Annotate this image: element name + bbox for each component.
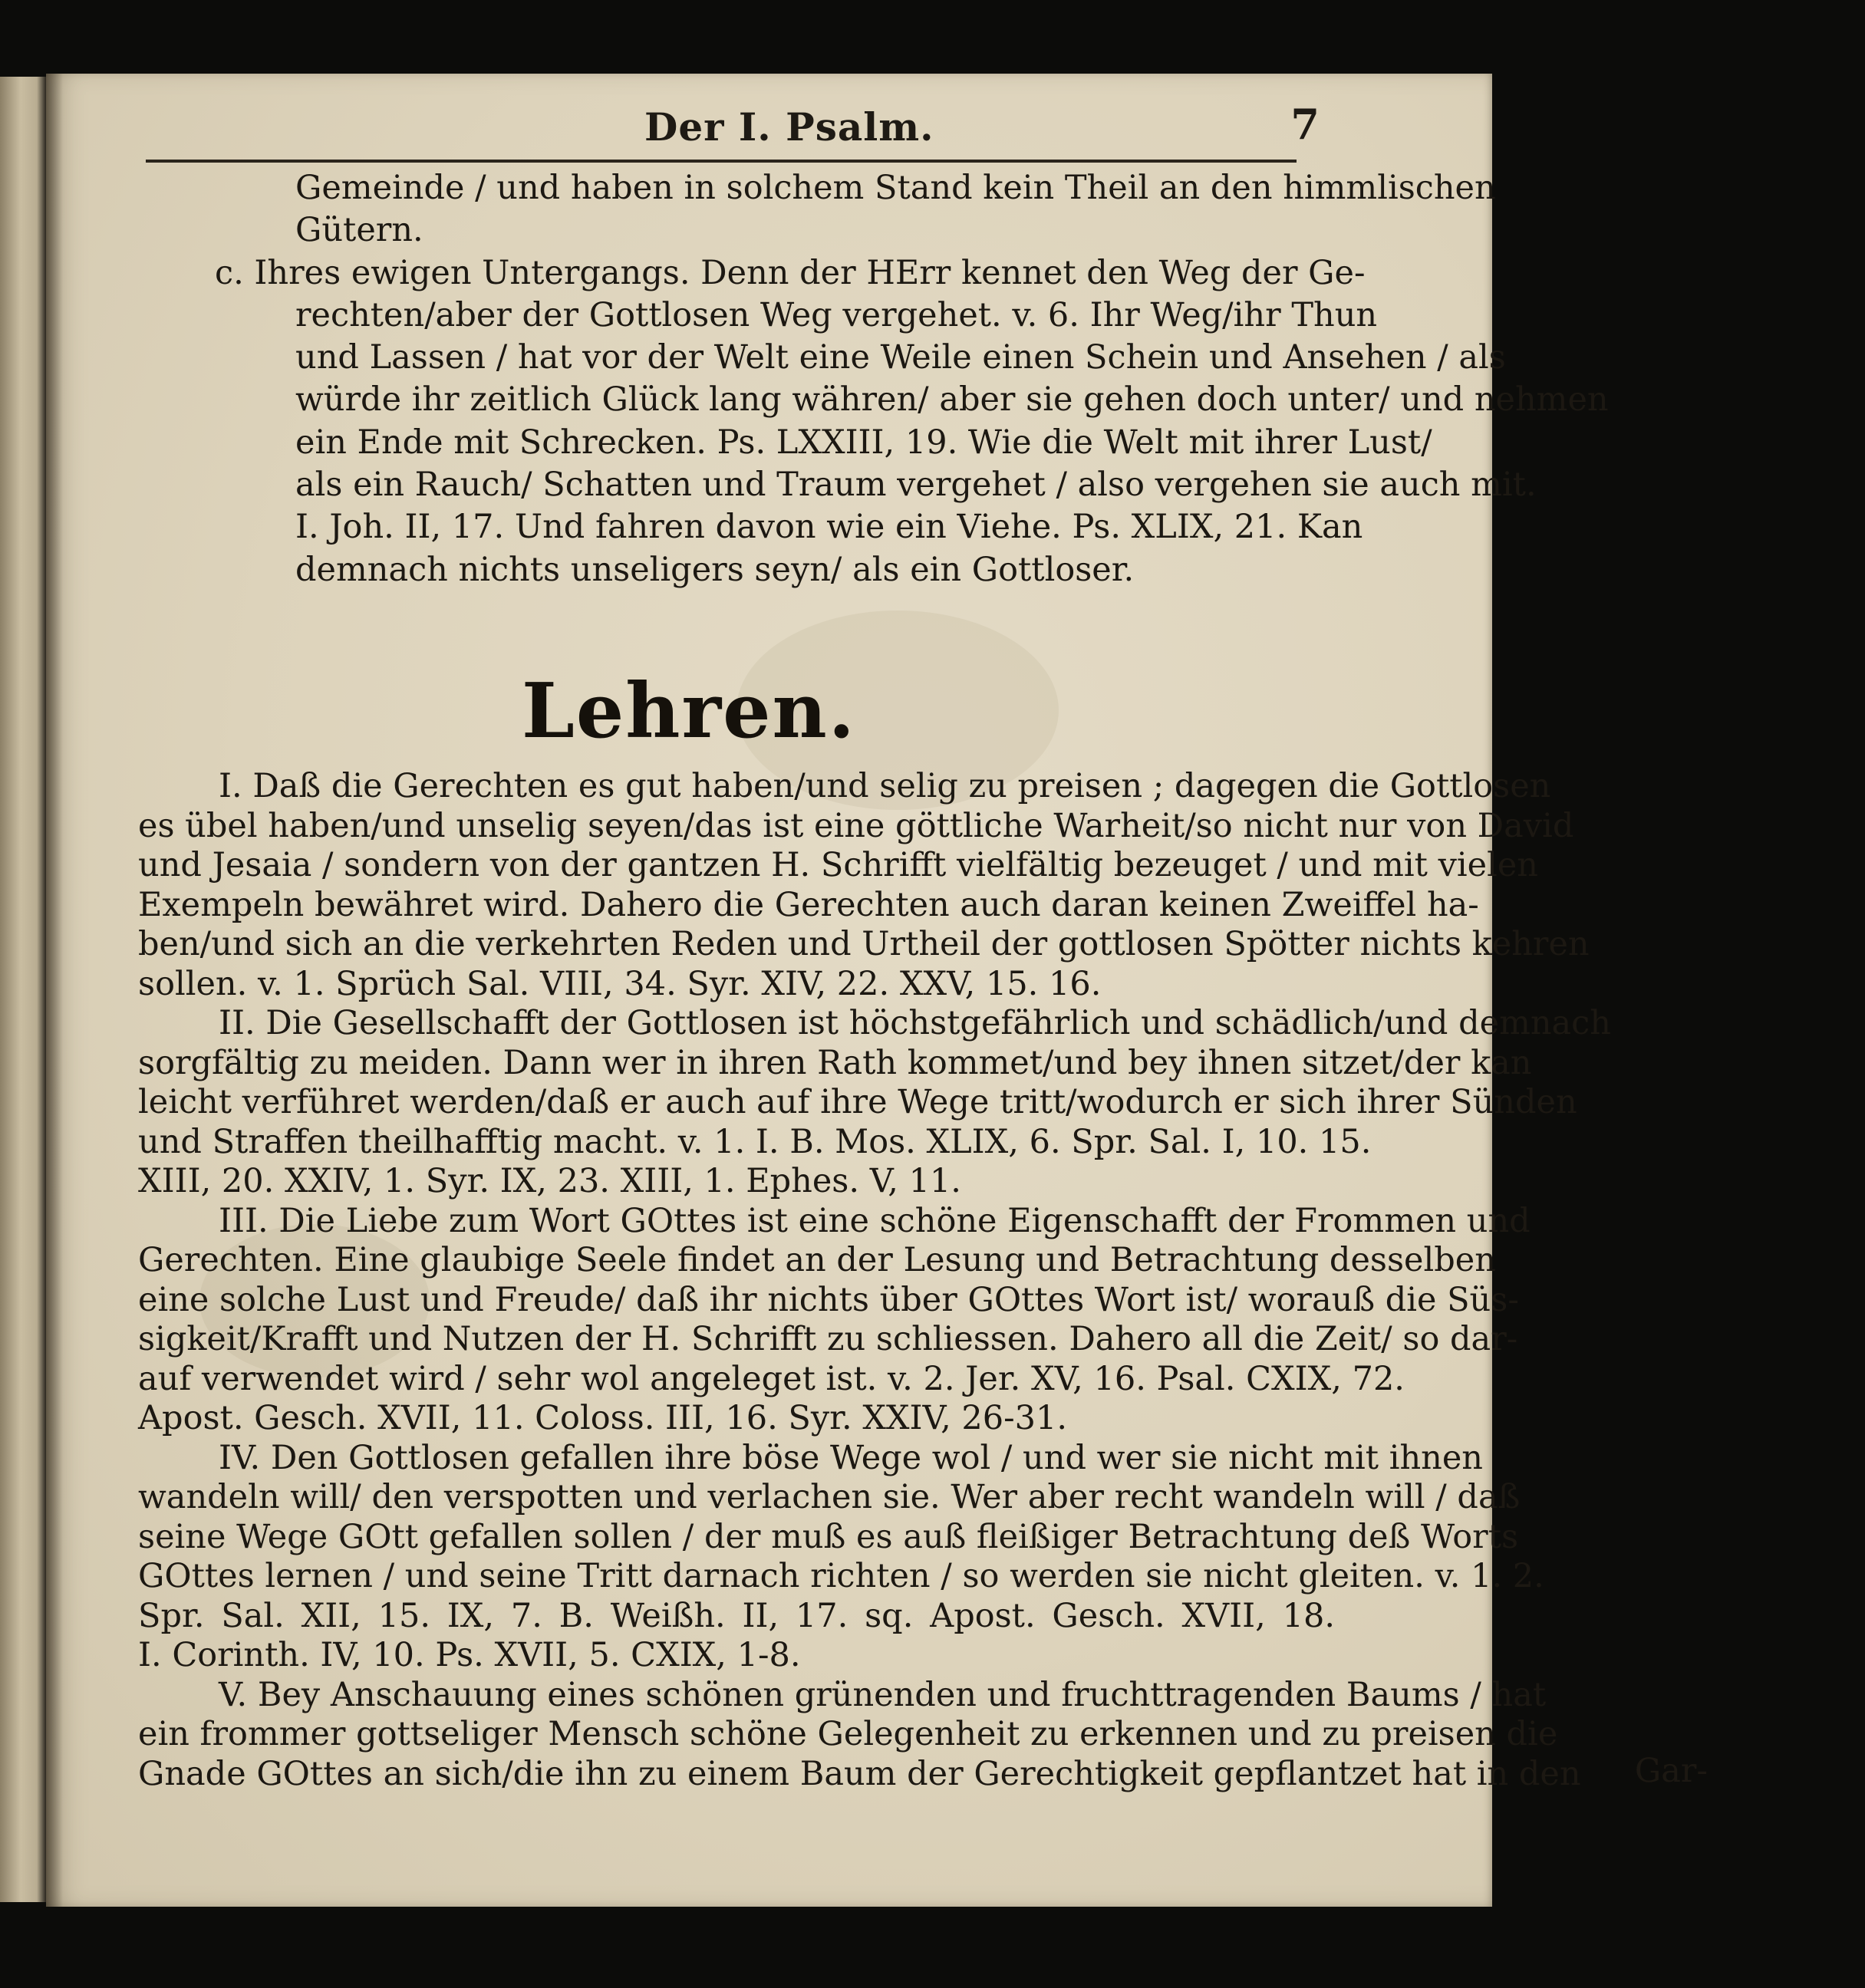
- text-line: I. Corinth. IV, 10. Ps. XVII, 5. CXIX, 1-8.: [138, 1636, 801, 1674]
- text-line: auf verwendet wird / sehr wol angeleget ist. v. 2. Jer. XV, 16. Psal. CXIX, 72.: [138, 1359, 1405, 1398]
- text-line: III. Die Liebe zum Wort GOttes ist eine schöne Eigenschafft der Frommen und: [219, 1201, 1531, 1240]
- text-line: es übel haben/und unselig seyen/das ist eine göttliche Warheit/so nicht nur von David: [138, 806, 1574, 845]
- text-line: und Lassen / hat vor der Welt eine Weile einen Schein und Ansehen / als: [295, 338, 1506, 377]
- page-header: [146, 100, 1320, 153]
- text-line: demnach nichts unseligers seyn/ als ein Gottloser.: [295, 550, 1135, 589]
- text-line: Spr. Sal. XII, 15. IX, 7. B. Weißh. II, 17. sq. Apost. Gesch. XVII, 18.: [138, 1596, 1335, 1635]
- text-line: Exempeln bewähret wird. Dahero die Gerechten auch daran keinen Zweiffel ha-: [138, 885, 1479, 924]
- text-line: IV. Den Gottlosen gefallen ihre böse Wege wol / und wer sie nicht mit ihnen: [219, 1438, 1483, 1477]
- catch-word: Gar-: [1634, 1752, 1708, 1790]
- text-line: I. Daß die Gerechten es gut haben/und selig zu preisen ; dagegen die Gottlosen: [219, 767, 1551, 805]
- text-line: Apost. Gesch. XVII, 11. Coloss. III, 16. Syr. XXIV, 26-31.: [138, 1399, 1068, 1437]
- text-line: eine solche Lust und Freude/ daß ihr nichts über GOttes Wort ist/ worauß die Süs-: [138, 1280, 1519, 1319]
- page-gutter-shadow: [46, 74, 63, 1907]
- text-line: sigkeit/Krafft und Nutzen der H. Schrifft zu schliessen. Dahero all die Zeit/ so dar-: [138, 1320, 1518, 1358]
- text-line: II. Die Gesellschafft der Gottlosen ist höchstgefährlich und schädlich/und demnach: [219, 1004, 1611, 1042]
- text-line: und Jesaia / sondern von der gantzen H. Schrifft vielfältig bezeuget / und mit vielen: [138, 846, 1539, 884]
- text-line: c. Ihres ewigen Untergangs. Denn der HErr kennet den Weg der Ge-: [215, 253, 1366, 292]
- text-line: Gnade GOttes an sich/die ihn zu einem Baum der Gerechtigkeit gepflantzet hat in den: [138, 1754, 1581, 1793]
- text-line: sorgfältig zu meiden. Dann wer in ihren Rath kommet/und bey ihnen sitzet/der kan: [138, 1043, 1532, 1082]
- text-line: V. Bey Anschauung eines schönen grünenden und fruchttragenden Baums / hat: [219, 1675, 1547, 1714]
- text-line: Gütern.: [295, 211, 423, 250]
- text-line: würde ihr zeitlich Glück lang währen/ aber sie gehen doch unter/ und nehmen: [295, 380, 1609, 420]
- text-line: GOttes lernen / und seine Tritt darnach richten / so werden sie nicht gleiten. v. 1. 2.: [138, 1557, 1544, 1595]
- text-line: leicht verführet werden/daß er auch auf ihre Wege tritt/wodurch er sich ihrer Sünden: [138, 1083, 1577, 1121]
- text-line: wandeln will/ den verspotten und verlachen sie. Wer aber recht wandeln will / daß: [138, 1478, 1521, 1516]
- top-paragraph: [138, 167, 1609, 591]
- text-line: ein Ende mit Schrecken. Ps. LXXIII, 19. Wie die Welt mit ihrer Lust/: [295, 423, 1432, 462]
- text-line: Gerechten. Eine glaubige Seele findet an der Lesung und Betrachtung desselben: [138, 1241, 1496, 1279]
- text-line: XIII, 20. XXIV, 1. Syr. IX, 23. XIII, 1. Ephes. V, 11.: [138, 1162, 961, 1200]
- page-number: 7: [1290, 100, 1320, 149]
- text-line: als ein Rauch/ Schatten und Traum vergehet / also vergehen sie auch mit.: [295, 466, 1537, 505]
- text-line: ein frommer gottseliger Mensch schöne Gelegenheit zu erkennen und zu preisen die: [138, 1715, 1558, 1753]
- header-rule: [146, 160, 1297, 163]
- text-line: Gemeinde / und haben in solchem Stand kein Theil an den himmlischen: [295, 169, 1496, 207]
- text-line: sollen. v. 1. Sprüch Sal. VIII, 34. Syr. XIV, 22. XXV, 15. 16.: [138, 964, 1102, 1003]
- text-line: rechten/aber der Gottlosen Weg vergehet. v. 6. Ihr Weg/ihr Thun: [295, 295, 1378, 334]
- text-line: und Straffen theilhafftig macht. v. 1. I. B. Mos. XLIX, 6. Spr. Sal. I, 10. 15.: [138, 1122, 1372, 1161]
- text-line: ben/und sich an die verkehrten Reden und Urtheil der gottlosen Spötter nichts kehren: [138, 925, 1590, 963]
- text-line: I. Joh. II, 17. Und fahren davon wie ein Viehe. Ps. XLIX, 21. Kan: [295, 508, 1363, 547]
- facing-page-edge: [0, 77, 46, 1902]
- text-line: seine Wege GOtt gefallen sollen / der muß es auß fleißiger Betrachtung deß Worts: [138, 1517, 1519, 1556]
- lessons-body: [138, 767, 1611, 1794]
- running-title: Der I. Psalm.: [644, 104, 934, 150]
- section-heading: Lehren.: [522, 667, 856, 755]
